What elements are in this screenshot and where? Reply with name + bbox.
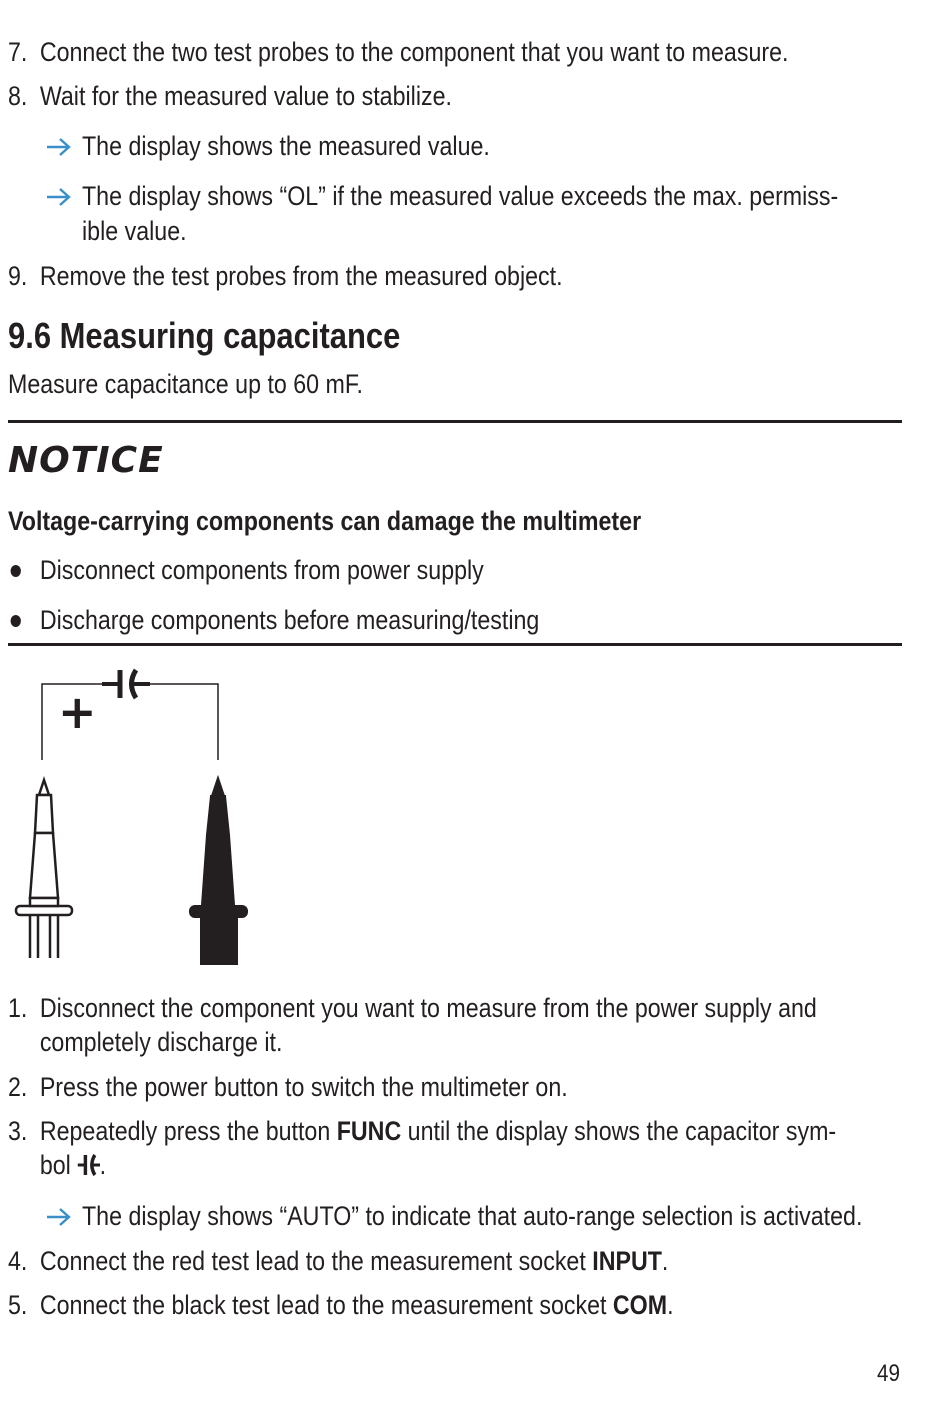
bullet-text: Disconnect components from power supply bbox=[39, 555, 484, 585]
plus-sign: + bbox=[58, 685, 97, 739]
step-number: 3. bbox=[8, 1116, 28, 1146]
step-text-part: . bbox=[661, 1246, 669, 1276]
step-text: Connect the two test probes to the component that you want to measure. bbox=[39, 37, 789, 67]
red-test-probe-icon bbox=[16, 780, 72, 958]
step-text: Disconnect the component you want to measure from the power supply and bbox=[39, 993, 817, 1023]
section-title: 9.6 Measuring capacitance bbox=[8, 315, 401, 356]
notice-bottom-rule bbox=[8, 643, 902, 646]
result-text: The display shows “OL” if the measured value exceeds the max. permiss- bbox=[82, 181, 839, 211]
result-text: The display shows “AUTO” to indicate that auto-range selection is activated. bbox=[82, 1201, 863, 1231]
arrow-right-icon bbox=[46, 137, 72, 157]
capacitor-symbol-icon bbox=[77, 1153, 99, 1177]
step-text-part: . bbox=[99, 1150, 107, 1180]
socket-name-com: COM bbox=[612, 1290, 668, 1320]
result-text: The display shows the measured value. bbox=[82, 131, 490, 161]
button-name-func: FUNC bbox=[336, 1116, 402, 1146]
arrow-right-icon bbox=[46, 187, 72, 207]
step-text: Wait for the measured value to stabilize. bbox=[39, 81, 452, 111]
step-text bbox=[40, 1114, 836, 1148]
step-number: 8. bbox=[8, 81, 28, 111]
arrow-right-icon bbox=[46, 1207, 72, 1227]
section-intro: Measure capacitance up to 60 mF. bbox=[8, 369, 363, 399]
bullet-icon bbox=[11, 615, 21, 627]
black-test-probe-icon bbox=[190, 778, 247, 964]
page-number: 49 bbox=[877, 1360, 900, 1387]
step-number: 7. bbox=[8, 37, 28, 67]
step-text bbox=[40, 1244, 669, 1278]
step-text bbox=[40, 1288, 674, 1322]
step-text-part: Connect the red test lead to the measurement socket bbox=[39, 1246, 593, 1276]
step-number: 1. bbox=[8, 993, 28, 1023]
bullet-icon bbox=[11, 565, 21, 577]
step-text-continued bbox=[40, 1148, 106, 1182]
socket-name-input: INPUT bbox=[592, 1246, 662, 1276]
wire-right bbox=[150, 684, 218, 760]
capacitance-measurement-figure bbox=[10, 660, 280, 970]
step-text-part: Connect the black test lead to the measurement socket bbox=[39, 1290, 613, 1320]
result-text-continued: ible value. bbox=[82, 216, 187, 246]
bullet-text: Discharge components before measuring/testing bbox=[39, 605, 540, 635]
step-number: 5. bbox=[8, 1290, 28, 1320]
step-number: 2. bbox=[8, 1072, 28, 1102]
notice-label: NOTICE bbox=[8, 440, 164, 481]
notice-top-rule bbox=[8, 420, 902, 423]
step-number: 4. bbox=[8, 1246, 28, 1276]
step-text-continued: completely discharge it. bbox=[39, 1027, 283, 1057]
notice-heading: Voltage-carrying components can damage the multimeter bbox=[8, 506, 642, 536]
step-text-part: . bbox=[667, 1290, 674, 1320]
step-text-part: bol bbox=[39, 1150, 71, 1180]
step-number: 9. bbox=[8, 261, 28, 291]
step-text: Remove the test probes from the measured object. bbox=[39, 261, 563, 291]
step-text-part: until the display shows the capacitor sym- bbox=[401, 1116, 837, 1146]
step-text: Press the power button to switch the multimeter on. bbox=[39, 1072, 568, 1102]
capacitor-symbol-icon bbox=[102, 670, 150, 698]
step-text-part: Repeatedly press the button bbox=[39, 1116, 337, 1146]
